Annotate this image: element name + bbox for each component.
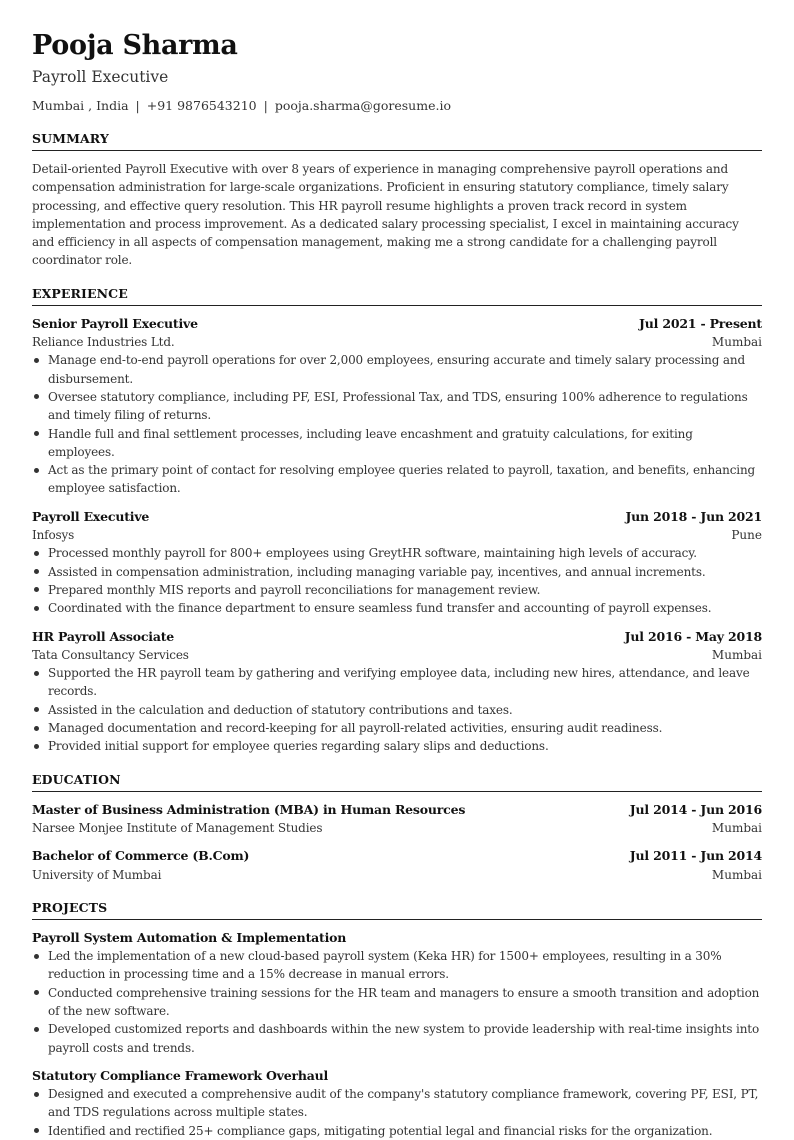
list-item — [32, 563, 762, 581]
experience-section — [32, 286, 762, 756]
bullet-icon — [34, 671, 39, 676]
list-item — [32, 719, 762, 737]
education-section — [32, 772, 762, 884]
project-entry — [32, 1067, 762, 1140]
bullet-text: Oversee statutory compliance, including PF, ESI, Professional Tax, and TDS, ensuring 100% adherence to regulations and timely filing of returns. — [48, 389, 748, 423]
list-item — [32, 947, 762, 984]
bullet-text: Prepared monthly MIS reports and payroll reconciliations for management review. — [48, 582, 541, 597]
summary-text: Detail-oriented Payroll Executive with over 8 years of experience in managing comprehensive payroll operations and compensation administration for large-scale organizations. Proficient in ensuring statutory compliance, timely salary processing, and effective query resolution. This HR payroll resume highlights a proven track record in system implementation and process improvement. As a dedicated salary processing specialist, I excel in maintaining accuracy and efficiency in all aspects of compensation management, making me a strong candidate for a challenging payroll coordinator role. — [32, 162, 739, 268]
school-location: Mumbai — [711, 867, 762, 882]
bullet-text: Led the implementation of a new cloud-based payroll system (Keka HR) for 1500+ employees, resulting in a 30% reduction in processing time and a 15% decrease in manual errors. — [48, 949, 722, 982]
job-location: Pune — [731, 528, 762, 543]
projects-section — [32, 900, 762, 1140]
job-title: HR Payroll Associate — [32, 628, 175, 644]
education-dates: Jul 2011 - Jun 2014 — [629, 848, 762, 864]
bullet-icon — [34, 1092, 39, 1097]
contact-separator: | — [263, 98, 268, 113]
list-item — [32, 701, 762, 719]
contact-separator: | — [135, 98, 140, 113]
resume-header — [32, 28, 762, 115]
list-item — [32, 388, 762, 425]
list-item — [32, 1122, 762, 1140]
bullet-text: Assisted in the calculation and deduction of statutory contributions and taxes. — [48, 702, 513, 717]
summary-section — [32, 131, 762, 270]
section-heading-summary: SUMMARY — [32, 131, 762, 151]
job-dates: Jun 2018 - Jun 2021 — [625, 508, 762, 524]
education-degree-row — [32, 847, 762, 865]
bullet-icon — [34, 468, 39, 473]
contact-line — [32, 97, 762, 115]
bullet-text: Handle full and final settlement processes, including leave encashment and gratuity calculations, for exiting employees. — [48, 426, 693, 459]
bullet-text: Assisted in compensation administration, including managing variable pay, incentives, and annual increments. — [48, 564, 706, 579]
experience-title-row — [32, 315, 762, 333]
school-location: Mumbai — [711, 820, 762, 835]
degree-name: Master of Business Administration (MBA) in Human Resources — [32, 801, 466, 817]
bullet-text: Processed monthly payroll for 800+ employees using GreytHR software, maintaining high levels of accuracy. — [48, 546, 697, 561]
experience-company-row — [32, 526, 762, 544]
list-item — [32, 544, 762, 562]
bullet-text: Coordinated with the finance department to ensure seamless fund transfer and accounting of payroll expenses. — [48, 601, 712, 616]
job-dates: Jul 2016 - May 2018 — [624, 628, 762, 644]
company-name: Tata Consultancy Services — [32, 647, 189, 662]
bullet-icon — [34, 707, 39, 712]
bullet-icon — [34, 431, 39, 436]
bullet-icon — [34, 1128, 39, 1133]
bullet-text: Identified and rectified 25+ compliance gaps, mitigating potential legal and financial risks for the organization. — [48, 1123, 713, 1138]
experience-entry — [32, 315, 762, 498]
experience-company-row — [32, 646, 762, 664]
bullet-text: Developed customized reports and dashboards within the new system to provide leadership with real-time insights into payroll costs and trends. — [48, 1022, 760, 1055]
project-title: Payroll System Automation & Implementation — [32, 929, 347, 945]
bullet-icon — [34, 744, 39, 749]
bullet-icon — [34, 358, 39, 363]
bullet-text: Supported the HR payroll team by gathering and verifying employee data, including new hires, attendance, and leave records. — [48, 666, 750, 699]
candidate-title: Payroll Executive — [32, 68, 169, 86]
list-item — [32, 1020, 762, 1057]
job-title: Senior Payroll Executive — [32, 315, 198, 331]
bullet-icon — [34, 587, 39, 592]
experience-title-row — [32, 508, 762, 526]
list-item — [32, 581, 762, 599]
bullet-icon — [34, 1027, 39, 1032]
job-title: Payroll Executive — [32, 508, 150, 524]
education-dates: Jul 2014 - Jun 2016 — [629, 801, 762, 817]
list-item — [32, 737, 762, 755]
school-name: Narsee Monjee Institute of Management Studies — [32, 820, 323, 835]
experience-bullets — [32, 664, 762, 755]
experience-title-row — [32, 628, 762, 646]
company-name: Infosys — [32, 528, 75, 543]
education-school-row — [32, 819, 762, 837]
list-item — [32, 461, 762, 498]
bullet-text: Manage end-to-end payroll operations for over 2,000 employees, ensuring accurate and timely salary processing and disbursement. — [48, 353, 746, 386]
experience-entry — [32, 628, 762, 756]
contact-country: India — [96, 98, 129, 113]
project-bullets — [32, 1085, 762, 1140]
project-title-row — [32, 1067, 762, 1085]
experience-bullets — [32, 544, 762, 617]
bullet-icon — [34, 726, 39, 731]
education-school-row — [32, 866, 762, 884]
education-entry — [32, 847, 762, 884]
company-name: Reliance Industries Ltd. — [32, 335, 175, 350]
degree-name: Bachelor of Commerce (B.Com) — [32, 848, 250, 864]
experience-company-row — [32, 333, 762, 351]
bullet-icon — [34, 954, 39, 959]
experience-entry — [32, 508, 762, 618]
bullet-text: Provided initial support for employee queries regarding salary slips and deductions. — [48, 739, 549, 754]
education-degree-row — [32, 801, 762, 819]
list-item — [32, 984, 762, 1021]
bullet-text: Act as the primary point of contact for resolving employee queries related to payroll, taxation, and benefits, enhancing employee satisfaction. — [48, 463, 756, 496]
bullet-text: Managed documentation and record-keeping for all payroll-related activities, ensuring audit readiness. — [48, 721, 663, 736]
section-heading-education: EDUCATION — [32, 772, 762, 792]
list-item — [32, 1085, 762, 1122]
education-entry — [32, 801, 762, 838]
job-location: Mumbai — [711, 647, 762, 662]
bullet-text: Designed and executed a comprehensive audit of the company's statutory compliance framework, covering PF, ESI, PT, and TDS regulations across multiple states. — [48, 1087, 759, 1120]
bullet-icon — [34, 606, 39, 611]
contact-city: Mumbai , — [32, 98, 93, 113]
job-location: Mumbai — [711, 335, 762, 350]
list-item — [32, 664, 762, 701]
project-entry — [32, 929, 762, 1057]
section-heading-experience: EXPERIENCE — [32, 286, 762, 306]
contact-phone: +91 9876543210 — [146, 98, 257, 113]
project-title: Statutory Compliance Framework Overhaul — [32, 1067, 329, 1083]
experience-bullets — [32, 351, 762, 497]
project-bullets — [32, 947, 762, 1057]
school-name: University of Mumbai — [32, 867, 162, 882]
project-title-row — [32, 929, 762, 947]
contact-email: pooja.sharma@goresume.io — [274, 98, 451, 113]
bullet-icon — [34, 990, 39, 995]
list-item — [32, 599, 762, 617]
bullet-icon — [34, 551, 39, 556]
section-heading-projects: PROJECTS — [32, 900, 762, 920]
bullet-icon — [34, 394, 39, 399]
list-item — [32, 351, 762, 388]
bullet-text: Conducted comprehensive training sessions for the HR team and managers to ensure a smooth transition and adoption of the new software. — [48, 985, 760, 1018]
job-dates: Jul 2021 - Present — [639, 315, 762, 331]
list-item — [32, 425, 762, 462]
candidate-name: Pooja Sharma — [32, 30, 238, 61]
bullet-icon — [34, 569, 39, 574]
